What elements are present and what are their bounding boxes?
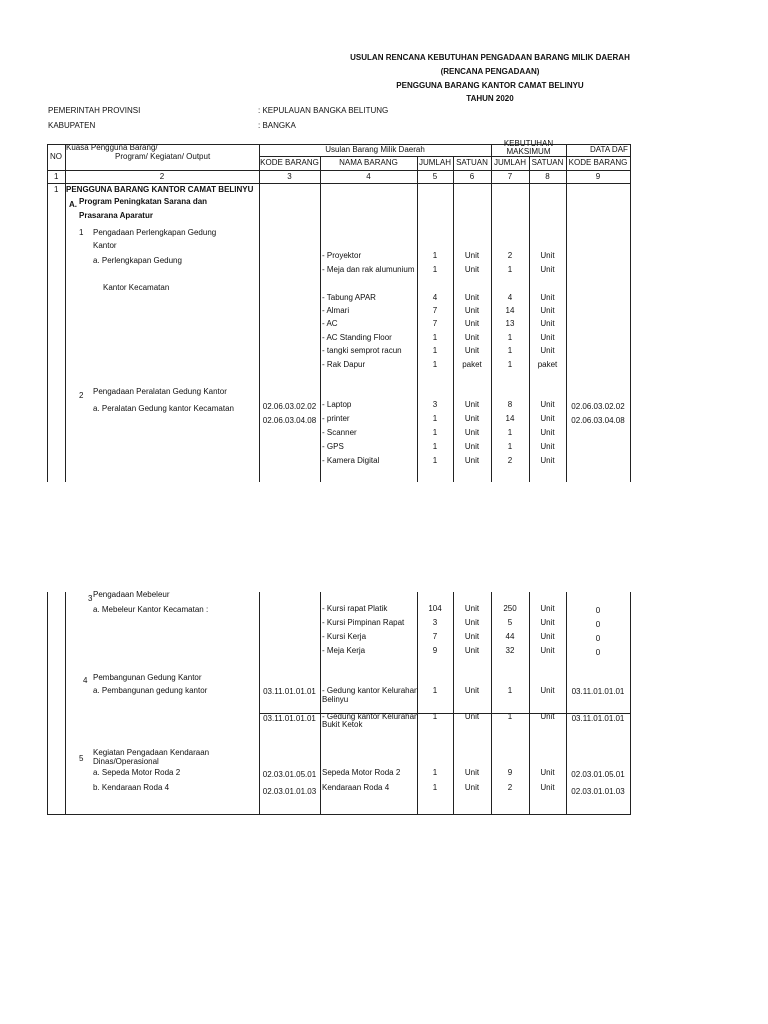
col-nama-header: NAMA BARANG (339, 158, 398, 167)
cell-satuan: Unit (464, 618, 480, 627)
cell-satuan2: Unit (540, 712, 555, 721)
cell-satuan: Unit (464, 632, 480, 641)
col-number-7: 7 (507, 172, 513, 181)
col-usulan-header: Usulan Barang Milik Daerah (325, 145, 425, 154)
cell-nama: - Proyektor (322, 251, 362, 260)
col-jumlah2-header: JUMLAH (493, 158, 526, 167)
cell-jumlah: 1 (432, 456, 438, 465)
cell-jumlah2: 1 (507, 333, 513, 342)
cell-satuan: Unit (464, 333, 480, 342)
regency-label: KABUPATEN (48, 121, 96, 130)
cell-jumlah: 104 (428, 604, 442, 613)
cell-kode2: 0 (595, 620, 601, 629)
activity-5-output-b: b. Kendaraan Roda 4 (93, 783, 170, 792)
cell-nama: - Scanner (322, 428, 357, 437)
cell-jumlah2: 1 (507, 712, 513, 721)
cell-nama: - Kursi rapat Platik (322, 604, 388, 613)
cell-jumlah2: 2 (507, 251, 513, 260)
cell-nama: - Kursi Kerja (322, 632, 367, 641)
cell-jumlah: 7 (432, 632, 438, 641)
cell-satuan2: Unit (540, 319, 555, 328)
col-number-2: 2 (159, 172, 165, 181)
cell-jumlah: 3 (432, 618, 438, 627)
activity-4-output-a: a. Pembangunan gedung kantor (93, 686, 208, 695)
cell-kode2: 02.06.03.02.02 (571, 402, 625, 411)
cell-kode2: 03.11.01.01.01 (571, 714, 625, 723)
col-kuasa-header-2: Program/ Kegiatan/ Output (115, 152, 211, 161)
cell-nama: - Tabung APAR (322, 293, 376, 302)
cell-nama-2: Bukit Ketok (322, 720, 363, 729)
activity-1-output-a-2: Kantor Kecamatan (103, 283, 170, 292)
cell-satuan2: Unit (540, 442, 555, 451)
cell-jumlah2: 14 (505, 306, 515, 315)
activity-4-name: Pembangunan Gedung Kantor (93, 673, 202, 682)
doc-year: TAHUN 2020 (466, 94, 514, 103)
cell-satuan: Unit (464, 251, 480, 260)
activity-3-name: Pengadaan Mebeleur (93, 590, 170, 599)
col-satuan-header: SATUAN (456, 158, 488, 167)
cell-kode2: 02.03.01.05.01 (571, 770, 625, 779)
cell-satuan: Unit (464, 712, 480, 721)
cell-nama: - Gedung kantor Kelurahan (322, 686, 419, 695)
cell-nama: Sepeda Motor Roda 2 (322, 768, 401, 777)
cell-kode: 02.03.01.05.01 (262, 770, 317, 779)
cell-satuan: Unit (464, 319, 480, 328)
cell-satuan2: Unit (540, 428, 555, 437)
cell-nama: - Almari (322, 306, 350, 315)
cell-jumlah: 1 (432, 712, 438, 721)
activity-3-no: 3 (88, 594, 93, 603)
doc-title: USULAN RENCANA KEBUTUHAN PENGADAAN BARANG MILIK DAERAH (350, 53, 630, 62)
program-letter: A. (69, 200, 77, 209)
cell-satuan: Unit (464, 428, 480, 437)
activity-1-name-1: Pengadaan Perlengkapan Gedung (93, 228, 217, 237)
cell-jumlah2: 1 (507, 686, 513, 695)
cell-satuan2: Unit (540, 646, 555, 655)
cell-satuan: Unit (464, 265, 480, 274)
cell-nama: - printer (322, 414, 350, 423)
cell-nama-2: Belinyu (322, 695, 349, 704)
col-kebutuhan-header-2: MAKSIMUM (506, 147, 551, 156)
regency-value: : BANGKA (258, 121, 296, 130)
cell-satuan: Unit (464, 442, 480, 451)
cell-jumlah2: 1 (507, 346, 513, 355)
doc-subtitle: (RENCANA PENGADAAN) (440, 67, 540, 76)
cell-jumlah: 1 (432, 428, 438, 437)
cell-nama: - Meja Kerja (322, 646, 366, 655)
col-kode2-header: KODE BARANG (568, 158, 628, 167)
cell-satuan: Unit (464, 400, 480, 409)
cell-jumlah: 9 (432, 646, 438, 655)
col-kebutuhan-header-1: KEBUTUHAN (503, 139, 554, 148)
col-data-header: DATA DAF (590, 145, 628, 154)
cell-nama: - Kursi Pimpinan Rapat (322, 618, 405, 627)
col-number-8: 8 (545, 172, 550, 181)
cell-jumlah: 3 (432, 400, 438, 409)
cell-kode: 02.03.01.01.03 (262, 787, 317, 796)
activity-2-name: Pengadaan Peralatan Gedung Kantor (93, 387, 227, 396)
cell-jumlah2: 32 (505, 646, 515, 655)
activity-2-no: 2 (79, 391, 84, 400)
col-kuasa-header-1: Kuasa Pengguna Barang/ (66, 143, 158, 152)
cell-jumlah: 1 (432, 414, 438, 423)
cell-satuan2: Unit (540, 306, 555, 315)
cell-jumlah2: 4 (507, 293, 513, 302)
cell-kode: 02.06.03.04.08 (262, 416, 317, 425)
activity-5-name-1: Kegiatan Pengadaan Kendaraan (93, 748, 210, 757)
cell-jumlah2: 2 (507, 783, 513, 792)
cell-satuan: Unit (464, 646, 480, 655)
cell-jumlah: 1 (432, 265, 438, 274)
cell-jumlah: 1 (432, 346, 438, 355)
cell-satuan2: Unit (540, 632, 555, 641)
cell-nama: - Laptop (322, 400, 352, 409)
cell-jumlah: 1 (432, 442, 438, 451)
cell-jumlah: 1 (432, 360, 438, 369)
cell-jumlah2: 1 (507, 360, 513, 369)
cell-jumlah: 1 (432, 768, 438, 777)
cell-satuan: paket (462, 360, 482, 369)
col-number-4: 4 (366, 172, 371, 181)
cell-satuan2: Unit (540, 400, 555, 409)
col-jumlah-header: JUMLAH (418, 158, 451, 167)
cell-nama: - Meja dan rak alumunium (322, 265, 415, 274)
cell-satuan: Unit (464, 293, 480, 302)
cell-kode2: 02.06.03.04.08 (571, 416, 625, 425)
cell-satuan2: Unit (540, 783, 555, 792)
cell-nama: - Kamera Digital (322, 456, 380, 465)
activity-5-name-2: Dinas/Operasional (93, 757, 159, 766)
cell-nama: - Gedung kantor Kelurahan (322, 712, 419, 721)
cell-nama: - AC (322, 319, 338, 328)
cell-nama: - AC Standing Floor (322, 333, 392, 342)
cell-jumlah2: 2 (507, 456, 513, 465)
cell-nama: - Rak Dapur (322, 360, 366, 369)
cell-satuan2: paket (537, 360, 558, 369)
cell-satuan: Unit (464, 686, 480, 695)
col-no-header: NO (50, 152, 62, 161)
activity-1-output-a: a. Perlengkapan Gedung (93, 256, 182, 265)
cell-kode: 03.11.01.01.01 (263, 714, 316, 723)
cell-kode: 02.06.03.02.02 (262, 402, 317, 411)
activity-5-output-a: a. Sepeda Motor Roda 2 (93, 768, 181, 777)
col-kode-header: KODE BARANG (260, 158, 319, 167)
col-number-3: 3 (287, 172, 292, 181)
col-number-5: 5 (432, 172, 438, 181)
cell-satuan: Unit (464, 306, 480, 315)
cell-jumlah: 7 (432, 319, 438, 328)
cell-kode2: 02.03.01.01.03 (571, 787, 625, 796)
cell-jumlah: 1 (432, 251, 438, 260)
cell-jumlah: 1 (432, 333, 438, 342)
activity-4-no: 4 (83, 676, 88, 685)
col-number-6: 6 (469, 172, 475, 181)
cell-jumlah2: 14 (505, 414, 515, 423)
program-name-1: Program Peningkatan Sarana dan (79, 197, 208, 206)
cell-nama: Kendaraan Roda 4 (322, 783, 390, 792)
activity-5-no: 5 (79, 754, 84, 763)
section-title: PENGGUNA BARANG KANTOR CAMAT BELINYU (66, 185, 254, 194)
province-label: PEMERINTAH PROVINSI (48, 106, 141, 115)
cell-satuan2: Unit (540, 618, 555, 627)
cell-jumlah2: 5 (507, 618, 513, 627)
cell-jumlah2: 1 (507, 442, 513, 451)
cell-jumlah: 1 (432, 783, 438, 792)
cell-satuan: Unit (464, 346, 480, 355)
cell-satuan2: Unit (540, 293, 555, 302)
cell-nama: - GPS (322, 442, 344, 451)
row-no: 1 (54, 185, 59, 194)
col-number-9: 9 (595, 172, 601, 181)
cell-satuan2: Unit (540, 333, 555, 342)
cell-kode: 03.11.01.01.01 (263, 687, 316, 696)
cell-jumlah: 4 (432, 293, 438, 302)
cell-satuan: Unit (464, 768, 480, 777)
cell-kode2: 03.11.01.01.01 (571, 687, 625, 696)
province-value: : KEPULAUAN BANGKA BELITUNG (258, 106, 389, 115)
cell-satuan: Unit (464, 456, 480, 465)
cell-satuan: Unit (464, 604, 480, 613)
cell-jumlah2: 250 (503, 604, 517, 613)
col-satuan2-header: SATUAN (531, 158, 564, 167)
cell-satuan: Unit (464, 783, 480, 792)
cell-jumlah2: 44 (505, 632, 515, 641)
cell-satuan2: Unit (540, 414, 555, 423)
cell-jumlah2: 1 (507, 265, 513, 274)
cell-satuan: Unit (464, 414, 480, 423)
cell-jumlah2: 13 (505, 319, 515, 328)
cell-satuan2: Unit (540, 251, 555, 260)
cell-jumlah2: 8 (507, 400, 513, 409)
cell-kode2: 0 (595, 606, 601, 615)
cell-satuan2: Unit (540, 456, 555, 465)
cell-satuan2: Unit (540, 604, 555, 613)
doc-owner: PENGGUNA BARANG KANTOR CAMAT BELINYU (396, 81, 584, 90)
col-number-1: 1 (54, 172, 59, 181)
cell-satuan2: Unit (540, 768, 555, 777)
cell-jumlah2: 1 (507, 428, 513, 437)
cell-satuan2: Unit (540, 686, 555, 695)
cell-satuan2: Unit (540, 346, 555, 355)
cell-jumlah2: 9 (507, 768, 513, 777)
cell-satuan2: Unit (540, 265, 555, 274)
cell-jumlah: 1 (432, 686, 438, 695)
cell-kode2: 0 (595, 634, 601, 643)
cell-nama: - tangki semprot racun (322, 346, 402, 355)
cell-kode2: 0 (595, 648, 601, 657)
activity-1-name-2: Kantor (93, 241, 117, 250)
cell-jumlah: 7 (432, 306, 438, 315)
program-name-2: Prasarana Aparatur (79, 211, 153, 220)
activity-2-output-a: a. Peralatan Gedung kantor Kecamatan (93, 404, 234, 413)
activity-1-no: 1 (79, 228, 84, 237)
activity-3-output-a: a. Mebeleur Kantor Kecamatan : (93, 605, 209, 614)
